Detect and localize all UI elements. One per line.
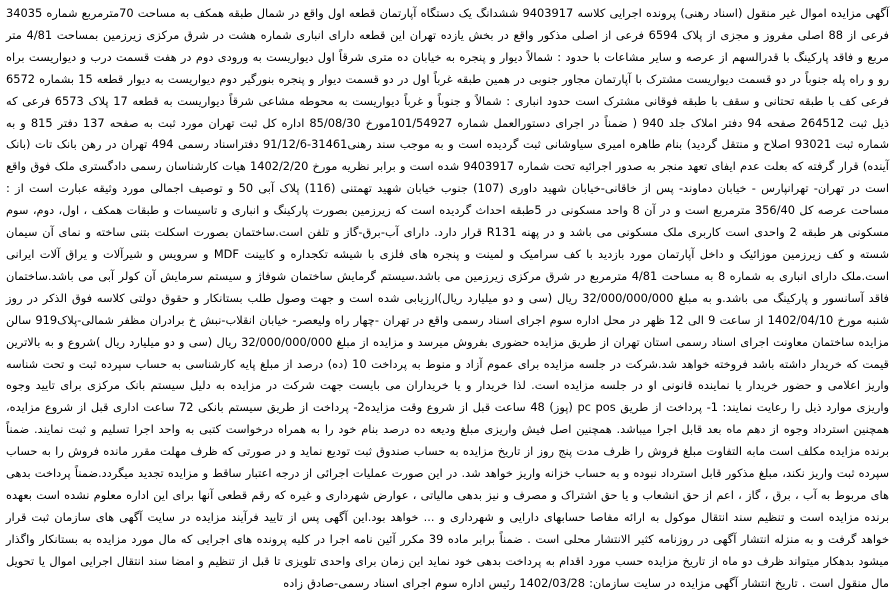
auction-notice-text: آگهی مزایده اموال غیر منقول (اسناد رهنی) پرونده اجرایی کلاسه 9403917 ششدانگ یک دستگاه آپارتمان قطعه اول واقع در شمال طبقه همکف به مساحت 70مترمربع شماره 34035 فرعی از 88 اصلی مفروز و مجزی از پلاک 6594 فرعی از اصلی مذکور واقع در بخش یازده تهران این قطعه دارای انباری شماره هشت در شرق مرکزی زیرزمین بمساحت 4/81 متر مربع و فاقد پارکینگ با قدرالسهم از عرصه و سایر مشاعات با حدود : شمالاً دیوار و پنجره به خیابان ده متری شرقاً اول دیواریست به ورودی دوم در هفت قسمت درب و دیواریست براه رو و راه پله جنوباً در دو قسمت دیواریست مشترک با آپارتمان مجاور جنوبی در همین طبقه غرباً اول در دو قسمت دیوار و پنجره بنورگیر دوم دیواریست به دیوار قطعه 15 بشماره 6572 فرعی کف با طبقه تحتانی و سقف با طبقه فوقانی مشترک است حدود انباری : شمالاً و جنوباً و غرباً دیواریست به محوطه مشاعی شرقاً دیواریست به قطعه 17 پلاک 6573 فرعی که ذیل ثبت 264512 صفحه 94 دفتر املاک جلد 940 ( ضمناً در اجرای دستورالعمل شماره 101/54927مورخ 85/08/30 اداره کل ثبت تهران مورد ثبت به صفحه 137 دفتر 815 و به شماره ثبت 93021 اصلاح و منتقل گردید) بنام طاهره امیری سیاوشانی ثبت گردیده است و به موجب سند رهنی31461-91/12/6 دفتراسناد رسمی 494 تهران در رهن بانک تات (بانک آینده) قرار گرفته که بعلت عدم ایفای تعهد منجر به صدور اجرائیه تحت شماره 9403917 شده است و برابر نظریه مورخ 1402/2/20 هیات کارشناسان رسمی دادگستری ملک فوق واقع است در تهران- تهرانپارس - خیابان دماوند- پس از خاقانی-خیابان شهید داوری (107) جنوب خیابان شهید تهمتنی (116) پلاک آبی 50 و توصیف اجمالی مورد وثیقه عبارت است از : مساحت عرصه کل 356/40 مترمربع است و در آن 8 واحد مسکونی در 5طبقه احداث گردیده است که زیرزمین بصورت پارکینگ و انباری و تاسیسات و طبقات همکف ، اول، دوم، سوم مسکونی هر طبقه 2 واحدی است کاربری ملک مسکونی می باشد و در پهنه R131 قرار دارد. دارای آب-برق-گاز و تلفن است.ساختمان بصورت اسکلت بتنی ساخته و نمای آن سیمان شسته و کف زیرزمین موزائیک و داخل آپارتمان مورد بازدید با کف سرامیک و لمینت و پنجره های فلزی با شیشه تکجداره و کابینت MDF و سرویس و شیرآلات و یراق آلات ایرانی است.ملک دارای انباری به شماره 8 به مساحت 4/81 مترمربع در شرق مرکزی زیرزمین می باشد.سیستم گرمایش ساختمان شوفاژ و سیستم سرمایش آن کولر آبی می باشد.ساختمان فاقد آسانسور و پارکینگ می باشد.و به مبلغ 32/000/000/000 ریال (سی و دو میلیارد ریال)ارزیابی شده است و جهت وصول طلب بستانکار و حقوق دولتی کلاسه فوق الذکر در روز شنبه مورخ 1402/04/10 از ساعت 9 الی 12 ظهر در محل اداره سوم اجرای اسناد رسمی واقع در تهران -چهار راه ولیعصر- خیابان انقلاب-نبش خ برادران مظفر شمالی-پلاک919 سالن مزایده ساختمان معاونت اجرای اسناد رسمی استان تهران از طریق مزایده حضوری بفروش میرسد و مزایده از مبلغ 32/000/000/000 ریال (سی و دو میلیارد ریال )شروع و به بالاترین قیمت که خریدار داشته باشد فروخته خواهد شد.شرکت در جلسه مزایده برای عموم آزاد و منوط به پرداخت 10 (ده) درصد از مبلغ پایه کارشناسی به حساب سپرده ثبت و تحت شناسه واریز اعلامی و حضور خریدار یا نماینده قانونی او در جلسه مزایده است. لذا خریدار و یا خریداران می بایست جهت شرکت در مزایده به دلیل سیستم بانک مرکزی برای تایید وجوه واریزی موارد ذیل را رعایت نمایند: 1- پرداخت از طریق pc pos (پوز) 48 ساعت قبل از شروع وقت مزایده2- پرداخت از طریق سیستم بانکی 72 ساعت اداری قبل از شروع مزایده، همچنین استرداد وجوه از دهم ماه بعد قابل اجرا میباشد. همچنین اصل فیش واریزی مبلغ ودیعه ده درصد بنام خود را به همراه درخواست کتبی به واحد اجرا تسلیم و ثبت نمایند. ضمناً برنده مزایده مکلف است مابه التفاوت مبلغ فروش را ظرف مدت پنج روز از تاریخ مزایده به حساب صندوق ثبت تودیع نماید و در صورتی که ظرف مهلت مقرر مانده فروش را به حساب سپرده ثبت واریز نکند، مبلغ مذکور قابل استرداد نبوده و به حساب خزانه واریز خواهد شد. در این صورت عملیات اجرائی از درجه اعتبار ساقط و مزایده تجدید میگردد.ضمناً پرداخت بدهی های مربوط به آب ، برق ، گاز ، اعم از حق انشعاب و یا حق اشتراک و مصرف و نیز بدهی مالیاتی ، عوارض شهرداری و غیره که رقم قطعی آنها برای این اداره معلوم نشده است بعهده برنده مزایده است و تنظیم سند انتقال موکول به ارائه مفاصا حسابهای دارایی و شهرداری و ... خواهد بود.این آگهی پس از تایید فرآیند مزایده در سایت آگهی های سازمان ثبت قرار خواهد گرفت و به منزله انتشار آگهی در روزنامه کثیر الانتشار محلی است . ضمناً برابر ماده 39 مکرر آئین نامه اجرا در کلیه پرونده های اجرایی که مال مورد مزایده به بستانکار واگذار میشود بدهکار میتواند ظرف دو ماه از تاریخ مزایده حسب مورد اقدام به پرداخت بدهی خود نماید این زمان برای واحدی تلویزی تا قبل از تنظیم و امضا سند انتقال اجرایی اموال یا تحویل مال منقول است . تاریخ انتشار آگهی مزایده در سایت سازمان: 1402/03/28 رئیس اداره سوم اجرای اسناد رسمی-صادق زاده <box>6 6 890 590</box>
